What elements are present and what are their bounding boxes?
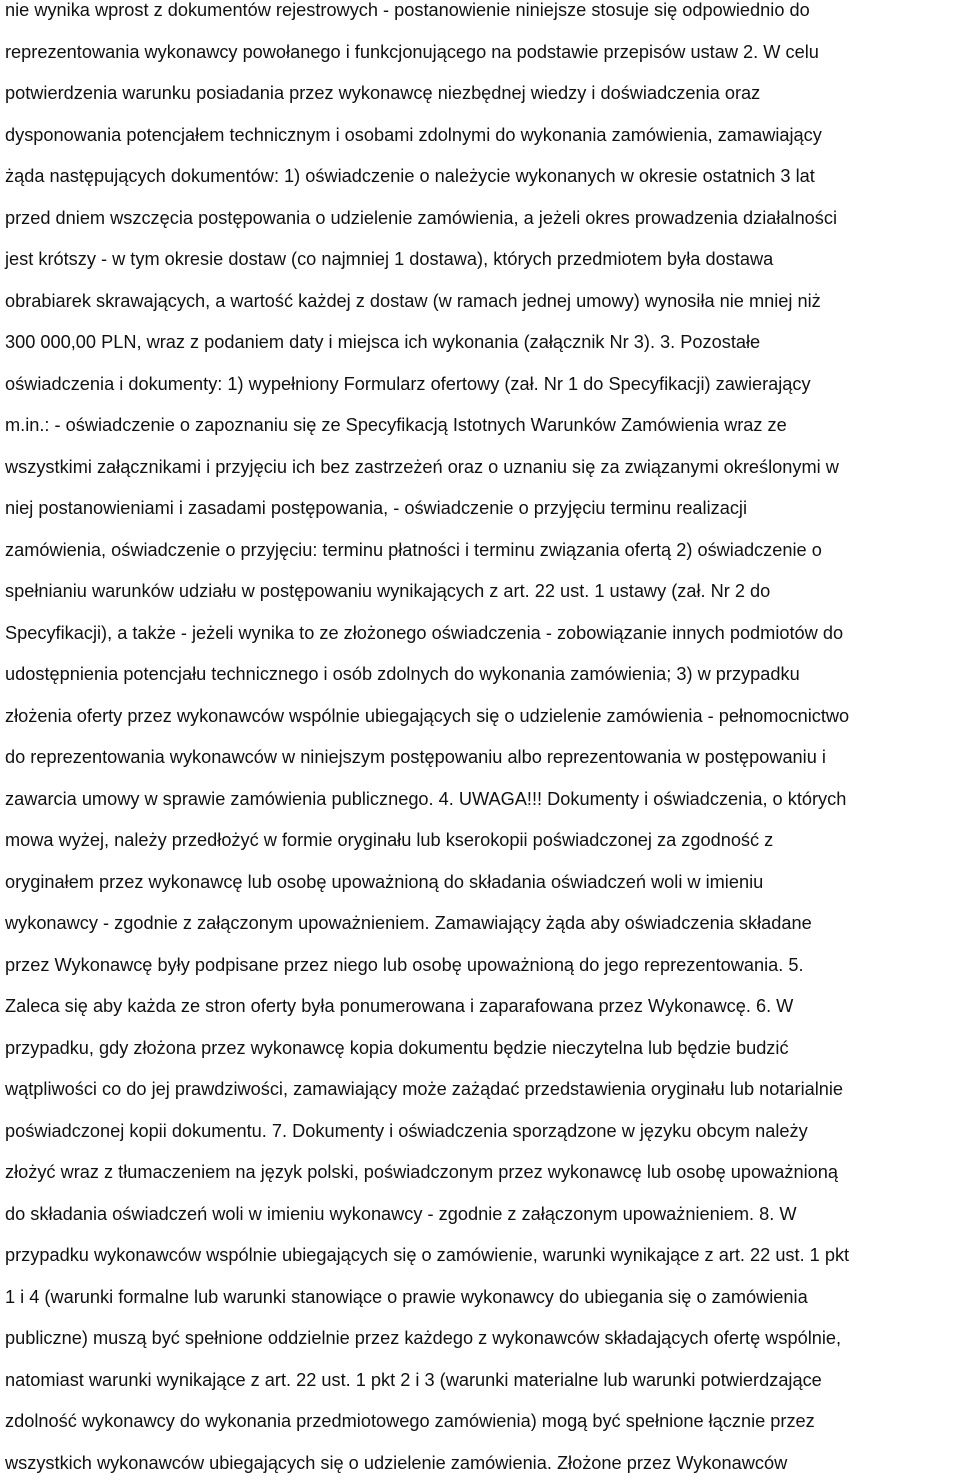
text-line: mowa wyżej, należy przedłożyć w formie oryginału lub kserokopii poświadczonej za zgodność z [5, 830, 774, 850]
text-line: udostępnienia potencjału technicznego i osób zdolnych do wykonania zamówienia; 3) w przypadku [5, 664, 800, 684]
text-line: przed dniem wszczęcia postępowania o udzielenie zamówienia, a jeżeli okres prowadzenia działalności [5, 208, 838, 228]
text-line: oświadczenia i dokumenty: 1) wypełniony Formularz ofertowy (zał. Nr 1 do Specyfikacji) zawierający [5, 374, 811, 394]
text-line: złożyć wraz z tłumaczeniem na język polski, poświadczonym przez wykonawcę lub osobę upoważnioną [5, 1162, 838, 1182]
text-line: spełnianiu warunków udziału w postępowaniu wynikających z art. 22 ust. 1 ustawy (zał. Nr 2 do [5, 581, 771, 601]
text-line: obrabiarek skrawających, a wartość każdej z dostaw (w ramach jednej umowy) wynosiła nie mniej niż [5, 291, 821, 311]
text-line: do reprezentowania wykonawców w niniejszym postępowaniu albo reprezentowania w postępowaniu i [5, 747, 826, 767]
text-line: nie wynika wprost z dokumentów rejestrowych - postanowienie niniejsze stosuje się odpowiednio do [5, 0, 810, 20]
text-line: wykonawcy - zgodnie z załączonym upoważnieniem. Zamawiający żąda aby oświadczenia składane [5, 913, 812, 933]
text-line: jest krótszy - w tym okresie dostaw (co najmniej 1 dostawa), których przedmiotem była dostawa [5, 249, 774, 269]
text-line: Specyfikacji), a także - jeżeli wynika to ze złożonego oświadczenia - zobowiązanie innych podmiotów do [5, 623, 844, 643]
text-line: wątpliwości co do jej prawdziwości, zamawiający może zażądać przedstawienia oryginału lub notarialnie [5, 1079, 844, 1099]
text-line: zdolność wykonawcy do wykonania przedmiotowego zamówienia) mogą być spełnione łącznie przez [5, 1411, 815, 1431]
text-line: dysponowania potencjałem technicznym i osobami zdolnymi do wykonania zamówienia, zamawiający [5, 125, 822, 145]
text-line: publiczne) muszą być spełnione oddzielnie przez każdego z wykonawców składających ofertę wspólnie, [5, 1328, 842, 1348]
text-line: m.in.: - oświadczenie o zapoznaniu się ze Specyfikacją Istotnych Warunków Zamówienia wraz ze [5, 415, 787, 435]
text-line: reprezentowania wykonawcy powołanego i funkcjonującego na podstawie przepisów ustaw 2. W celu [5, 42, 819, 62]
text-line: żąda następujących dokumentów: 1) oświadczenie o należycie wykonanych w okresie ostatnich 3 lat [5, 166, 815, 186]
text-line: wszystkich wykonawców ubiegających się o udzielenie zamówienia. Złożone przez Wykonawców [5, 1453, 788, 1473]
text-line: zamówienia, oświadczenie o przyjęciu: terminu płatności i terminu związania ofertą 2) oświadczenie o [5, 540, 822, 560]
text-line: Zaleca się aby każda ze stron oferty była ponumerowana i zaparafowana przez Wykonawcę. 6. W [5, 996, 794, 1016]
text-line: potwierdzenia warunku posiadania przez wykonawcę niezbędnej wiedzy i doświadczenia oraz [5, 83, 761, 103]
text-line: zawarcia umowy w sprawie zamówienia publicznego. 4. UWAGA!!! Dokumenty i oświadczenia, o których [5, 789, 847, 809]
text-line: przypadku wykonawców wspólnie ubiegających się o zamówienie, warunki wynikające z art. 22 ust. 1 pkt [5, 1245, 850, 1265]
text-line: wszystkimi załącznikami i przyjęciu ich bez zastrzeżeń oraz o uznaniu się za związanymi określonymi w [5, 457, 839, 477]
text-line: niej postanowieniami i zasadami postępowania, - oświadczenie o przyjęciu terminu realizacji [5, 498, 748, 518]
text-line: przypadku, gdy złożona przez wykonawcę kopia dokumentu będzie nieczytelna lub będzie budzić [5, 1038, 789, 1058]
text-line: złożenia oferty przez wykonawców wspólnie ubiegających się o udzielenie zamówienia - pełnomocnictwo [5, 706, 850, 726]
text-line: przez Wykonawcę były podpisane przez niego lub osobę upoważnioną do jego reprezentowania. 5. [5, 955, 804, 975]
text-line: 1 i 4 (warunki formalne lub warunki stanowiące o prawie wykonawcy do ubiegania się o zamówienia [5, 1287, 808, 1307]
text-line: oryginałem przez wykonawcę lub osobę upoważnioną do składania oświadczeń woli w imieniu [5, 872, 764, 892]
text-line: do składania oświadczeń woli w imieniu wykonawcy - zgodnie z załączonym upoważnieniem. 8. W [5, 1204, 797, 1224]
text-line: natomiast warunki wynikające z art. 22 ust. 1 pkt 2 i 3 (warunki materialne lub warunki potwierdzające [5, 1370, 822, 1390]
text-line: poświadczonej kopii dokumentu. 7. Dokumenty i oświadczenia sporządzone w języku obcym należy [5, 1121, 808, 1141]
text-line: 300 000,00 PLN, wraz z podaniem daty i miejsca ich wykonania (załącznik Nr 3). 3. Pozostałe [5, 332, 761, 352]
